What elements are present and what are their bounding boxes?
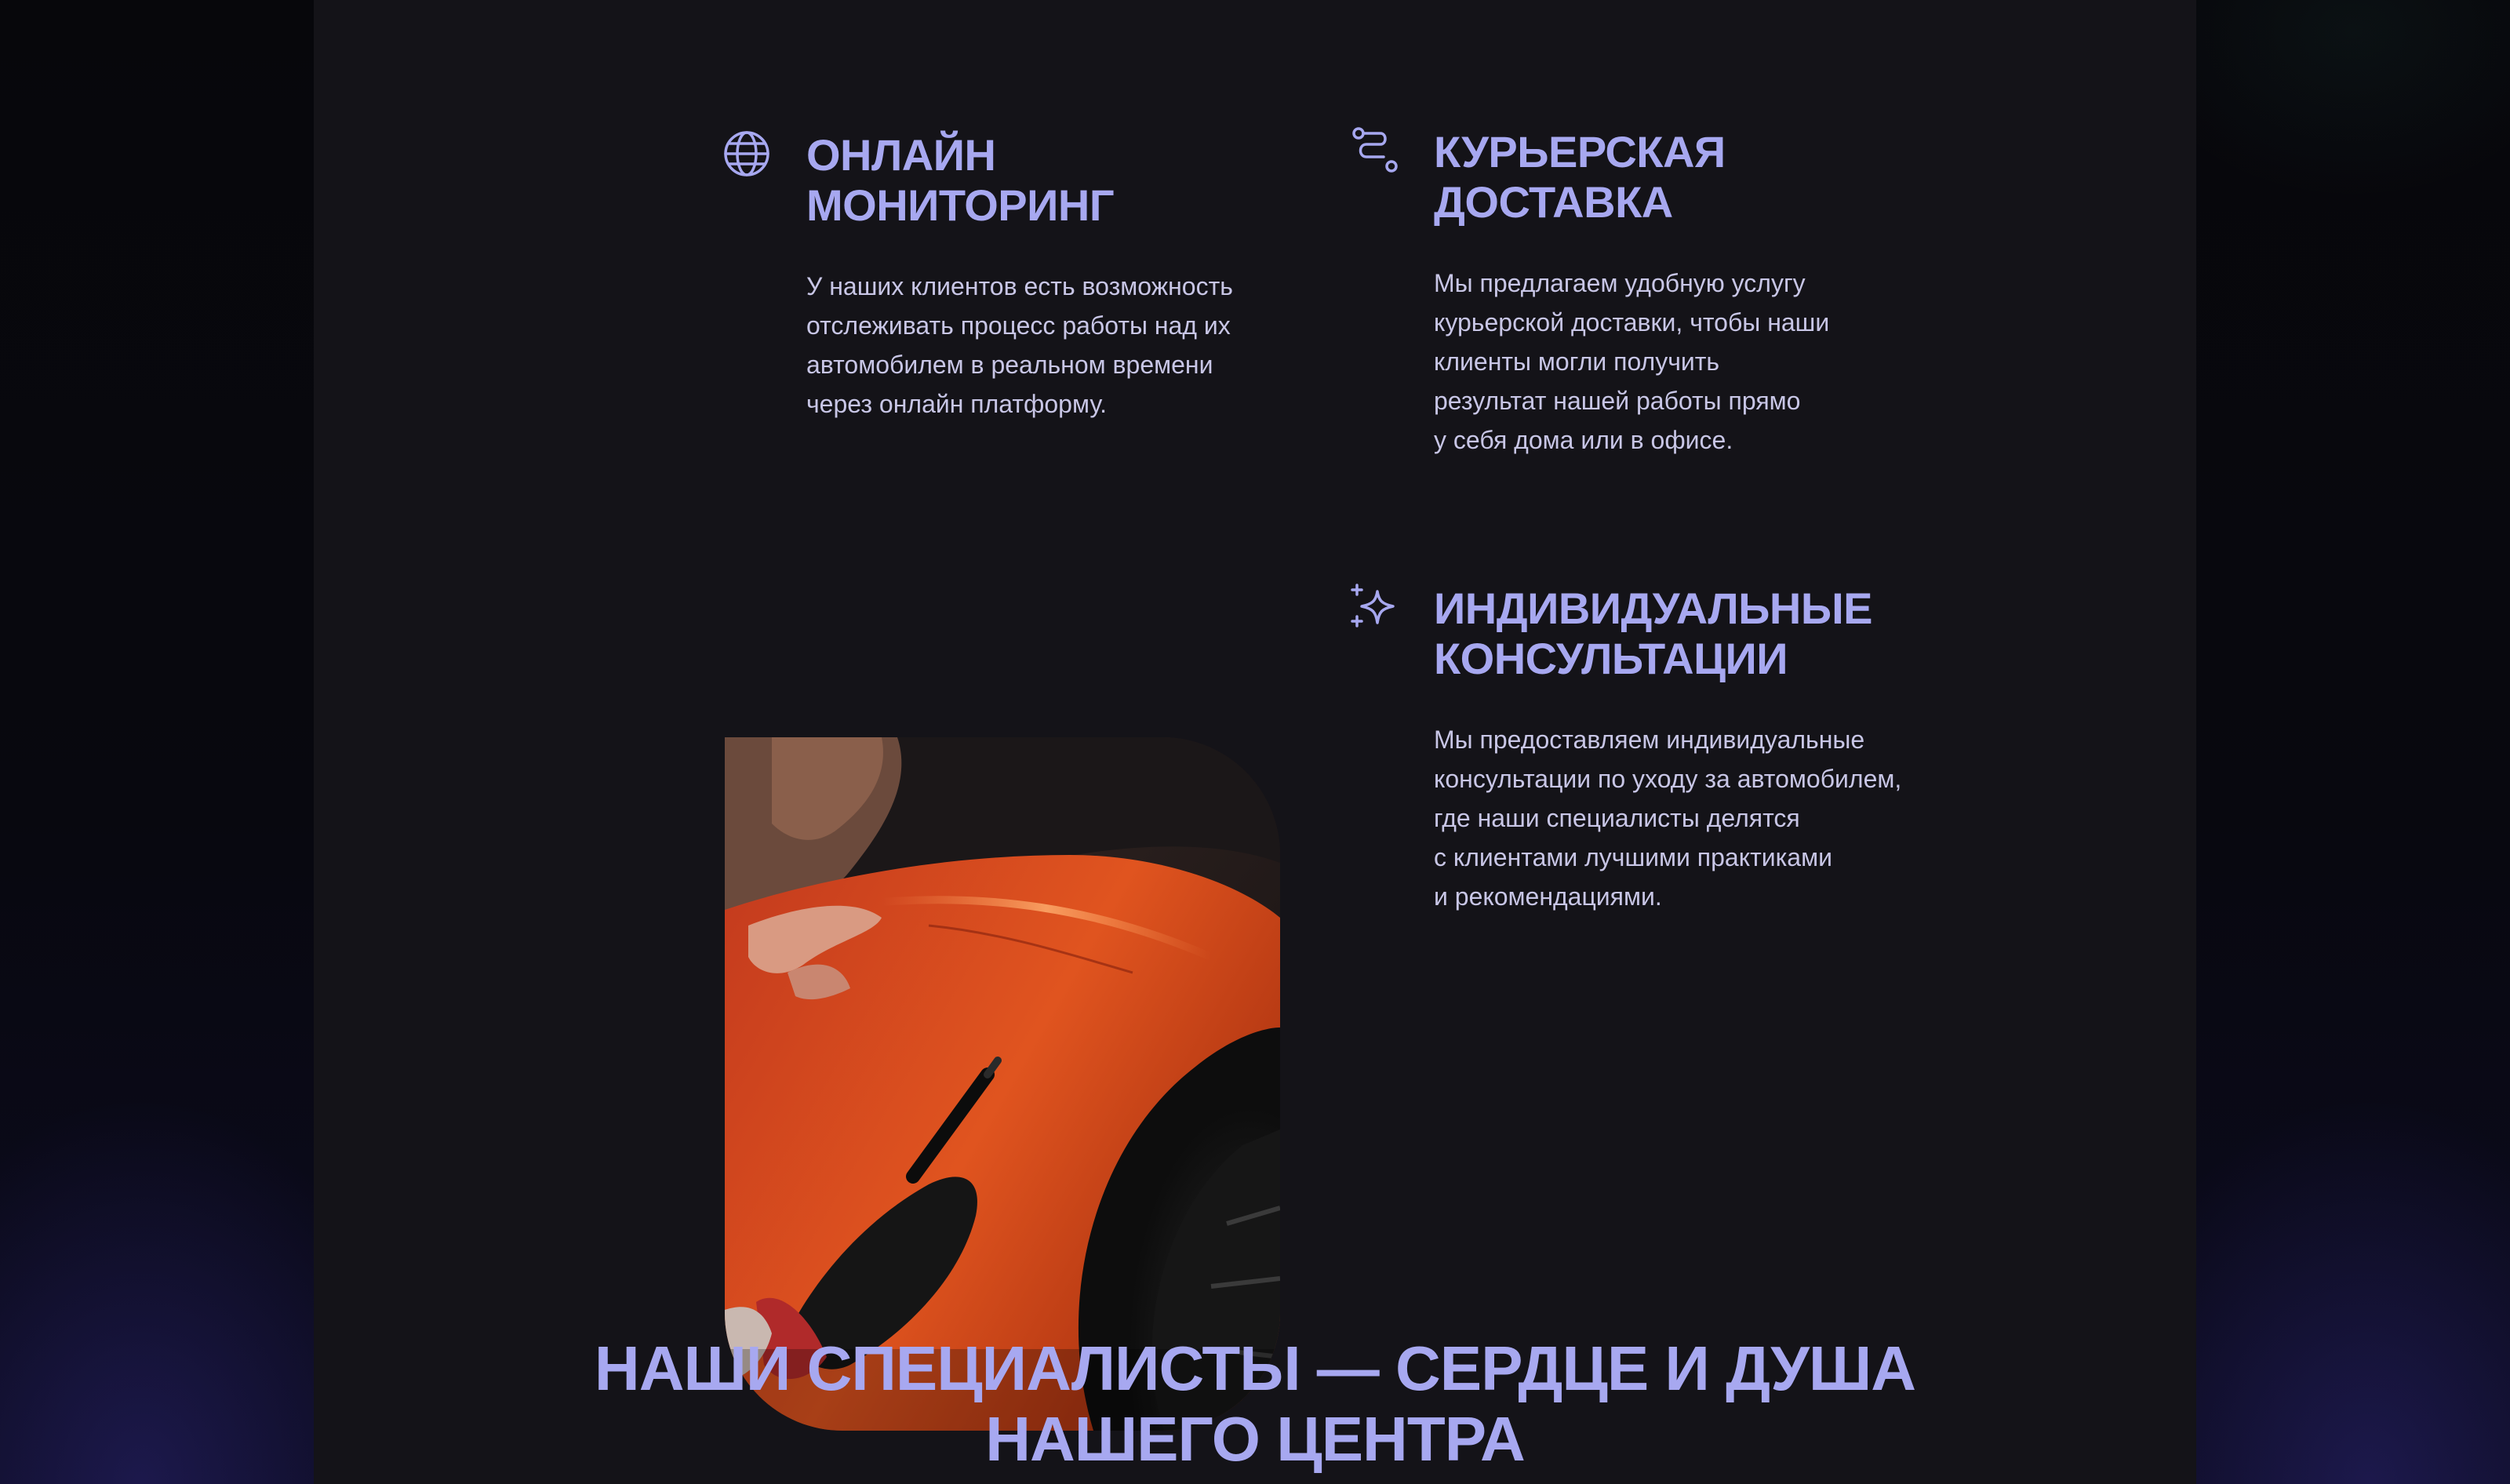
feature-description [1434, 264, 1920, 460]
feature-description [806, 267, 1293, 424]
headline-line: НАШЕГО ЦЕНТРА [985, 1404, 1525, 1474]
headline-line: НАШИ СПЕЦИАЛИСТЫ — СЕРДЦЕ И ДУША [594, 1333, 1916, 1403]
feature-title-line: ДОСТАВКА [1434, 177, 1673, 227]
feature-description-line: где наши специалисты делятся [1434, 804, 1800, 832]
feature-description-line: автомобилем в реальном времени [806, 351, 1213, 379]
feature-description-line: Мы предоставляем индивидуальные [1434, 726, 1865, 754]
section-headline [471, 1333, 2039, 1475]
feature-description-line: результат нашей работы прямо [1434, 387, 1801, 415]
feature-title [1434, 584, 1983, 684]
feature-description-line: отслеживать процесс работы над их [806, 311, 1231, 340]
feature-title-line: КОНСУЛЬТАЦИИ [1434, 634, 1788, 683]
car-detailing-illustration [725, 737, 1280, 1431]
feature-description-line: У наших клиентов есть возможность [806, 272, 1233, 300]
feature-description-line: и рекомендациями. [1434, 882, 1662, 911]
car-detailing-photo [725, 737, 1280, 1431]
feature-description-line: через онлайн платформу. [806, 390, 1108, 418]
feature-title-line: КУРЬЕРСКАЯ [1434, 127, 1726, 176]
feature-title [1434, 127, 1983, 227]
feature-description-line: клиенты могли получить [1434, 347, 1720, 376]
feature-description-line: Мы предлагаем удобную услугу [1434, 269, 1806, 297]
feature-description-line: консультации по уходу за автомобилем, [1434, 765, 1902, 793]
feature-description-line: курьерской доставки, чтобы наши [1434, 308, 1830, 336]
feature-description [1434, 720, 1967, 916]
feature-title-line: ИНДИВИДУАЛЬНЫЕ [1434, 584, 1873, 633]
globe-icon [722, 129, 772, 179]
feature-title-line: ОНЛАЙН [806, 130, 996, 180]
route-icon [1349, 125, 1399, 176]
sparkles-icon [1349, 582, 1399, 632]
feature-title [806, 130, 1355, 231]
feature-description-line: с клиентами лучшими практиками [1434, 843, 1832, 871]
feature-title-line: МОНИТОРИНГ [806, 180, 1115, 230]
feature-description-line: у себя дома или в офисе. [1434, 426, 1733, 454]
